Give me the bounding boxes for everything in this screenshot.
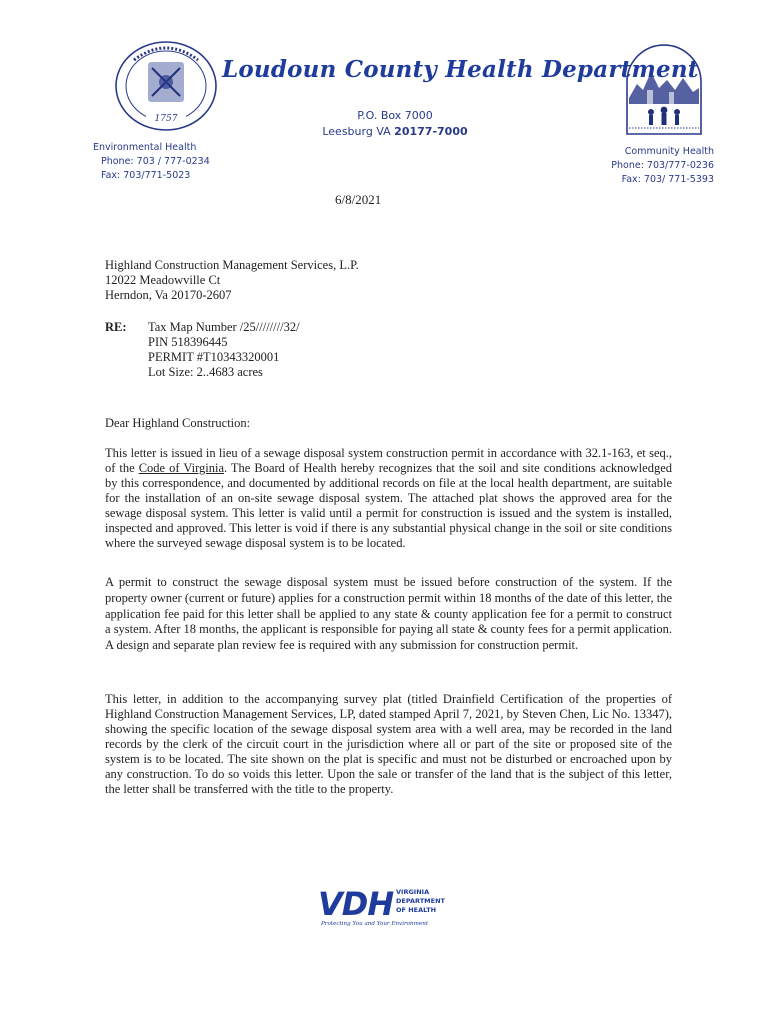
vdh-line1: VIRGINIA (396, 888, 430, 896)
environmental-health-contact (93, 141, 210, 183)
recipient-street: 12022 Meadowville Ct (105, 273, 221, 287)
paragraph-2: A permit to construct the sewage disposal system must be issued before construction of the system. If the property owner (current or future) applies for a construction permit within 18 months of the date of this letter, the application fee paid for this letter shall be applied to any state & county application fee for a permit to construct a system. After 18 months, the applicant is responsible for paying all state & county fees for a permit application. A design and separate plan review fee is required with any submission for construction permit. (105, 575, 672, 653)
recipient-city: Herndon, Va 20170-2607 (105, 288, 232, 302)
vdh-line3: OF HEALTH (396, 906, 437, 914)
letter-date: 6/8/2021 (335, 192, 382, 207)
salutation: Dear Highland Construction: (105, 416, 251, 430)
code-of-virginia-reference: Code of Virginia (138, 461, 224, 475)
community-health-fax: Fax: 703/ 771-5393 (621, 174, 714, 185)
pin-number: PIN 518396445 (148, 335, 228, 349)
env-health-fax: Fax: 703/771-5023 (101, 170, 191, 181)
tax-map-number: Tax Map Number /25////////32/ (148, 320, 300, 334)
vdh-letters: VDH (318, 885, 394, 923)
community-health-contact (611, 145, 714, 187)
county-seal-logo (112, 38, 220, 134)
env-health-phone: Phone: 703 / 777-0234 (101, 156, 210, 167)
community-health-logo (623, 42, 705, 138)
po-box: P.O. Box 7000 (357, 109, 433, 122)
re-details (148, 320, 300, 380)
recipient-address (105, 258, 359, 303)
city-state-zip: Leesburg VA 20177-7000 (322, 125, 468, 138)
vdh-line2: DEPARTMENT (396, 897, 445, 905)
vdh-tagline: Protecting You and Your Environment (321, 921, 429, 927)
lot-size: Lot Size: 2..4683 acres (148, 365, 263, 379)
permit-number: PERMIT #T10343320001 (148, 350, 280, 364)
department-title: Loudoun County Health Department (222, 56, 699, 83)
community-health-title: Community Health (624, 146, 714, 157)
seal-year: 1757 (154, 114, 178, 124)
department-address (300, 108, 490, 140)
paragraph-3: This letter, in addition to the accompanying survey plat (titled Drainfield Certification of the properties of Highland Construction Management Services, LP, dated stamped April 7, 2021, by Steven Chen, Lic No. 13347), showing the specific location of the sewage disposal system area with a well area, may be recorded in the land records by the clerk of the circuit court in the jurisdiction where all or part of the site or proposed site of the system is to be located. The site shown on the plat is specific and must not be disturbed or encroached upon by any construction. To do so voids this letter. Upon the sale or transfer of the land that is the subject of this letter, the letter shall be transferred with the title to the property. (105, 692, 672, 796)
env-health-title: Environmental Health (93, 142, 197, 153)
paragraph-1: This letter is issued in lieu of a sewage disposal system construction permit in accordance with 32.1-163, et seq., of the Code of Virginia. The Board of Health hereby recognizes that the soil and site conditions acknowledged by this correspondence, and documented by additional records on file at the local health department, are suitable for the installation of an on-site sewage disposal system. The attached plat shows the approved area for the sewage disposal system. This letter is valid until a permit for construction is issued and the system is installed, inspected and approved. This letter is void if there is any substantial physical change in the soil or site conditions where the surveyed sewage disposal system is to be located. (105, 446, 672, 550)
community-health-phone: Phone: 703/777-0236 (611, 160, 714, 171)
re-label: RE: (105, 320, 127, 334)
vdh-logo (318, 884, 448, 928)
recipient-name: Highland Construction Management Services, L.P. (105, 258, 359, 272)
